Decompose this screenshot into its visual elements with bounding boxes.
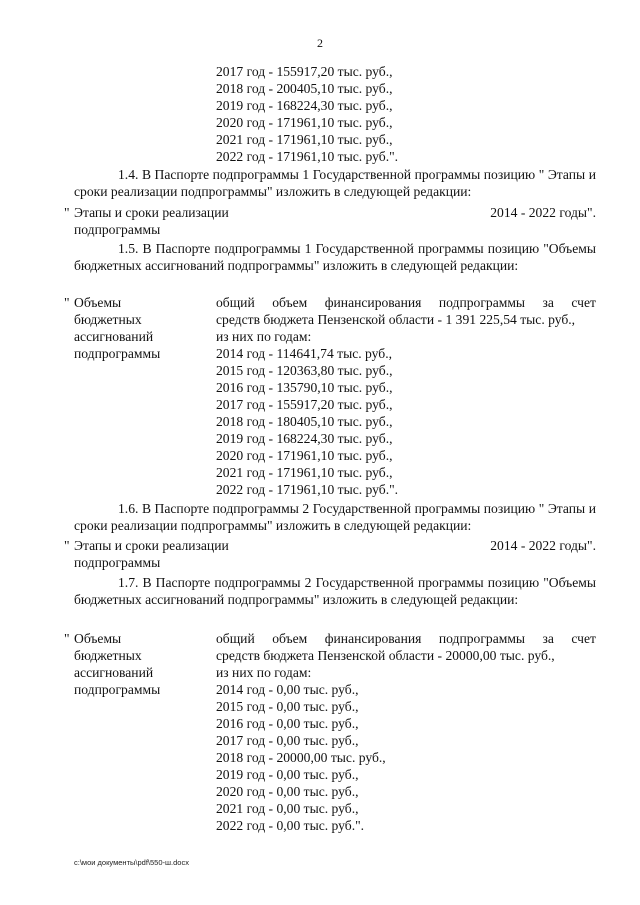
value-line: 2021 год - 171961,10 тыс. руб., [216, 465, 393, 480]
year-line: 2018 год - 200405,10 тыс. руб., [216, 80, 393, 96]
page-number: 2 [317, 36, 323, 50]
value-line: 2018 год - 180405,10 тыс. руб., [216, 414, 393, 429]
label-line: бюджетных [74, 648, 142, 663]
value-line: 2020 год - 171961,10 тыс. руб., [216, 448, 393, 463]
value-line: 2020 год - 0,00 тыс. руб., [216, 784, 359, 799]
value-line: 2017 год - 0,00 тыс. руб., [216, 733, 359, 748]
year-line: 2019 год - 168224,30 тыс. руб., [216, 97, 393, 113]
label-line: ассигнований [74, 329, 154, 344]
footer-file-path: c:\мои документы\pdf\550-ш.docx [74, 858, 189, 867]
value-line: 2022 год - 0,00 тыс. руб.". [216, 818, 365, 833]
value-line: общий объем финансирования подпрограммы за счет [216, 631, 596, 646]
open-quote: " [64, 295, 70, 310]
value-line: 2018 год - 20000,00 тыс. руб., [216, 750, 386, 765]
value-line: 2019 год - 168224,30 тыс. руб., [216, 431, 393, 446]
paragraph-text: 1.7. В Паспорте подпрограммы 2 Государственной программы позицию "Объемы бюджетных ассигнований подпрограммы" изложить в следующей редакции: [74, 575, 596, 608]
label-line: подпрограммы [74, 346, 161, 361]
value-line: 2022 год - 171961,10 тыс. руб.". [216, 482, 399, 497]
row-label: Этапы и сроки реализации подпрограммы [74, 205, 229, 237]
paragraph-text: 1.6. В Паспорте подпрограммы 2 Государственной программы позицию " Этапы и сроки реализации подпрограммы" изложить в следующей редакции: [74, 501, 596, 534]
value-line: 2017 год - 155917,20 тыс. руб., [216, 397, 393, 412]
top-year-list [216, 64, 398, 165]
year-line: 2017 год - 155917,20 тыс. руб., [216, 64, 393, 79]
open-quote: " [64, 631, 70, 646]
label-line: Объемы [74, 295, 122, 310]
open-quote: " [64, 538, 70, 553]
value-line: 2021 год - 0,00 тыс. руб., [216, 801, 359, 816]
row-label: Этапы и сроки реализации подпрограммы [74, 538, 229, 570]
value-line: 2019 год - 0,00 тыс. руб., [216, 767, 359, 782]
row-value: 2014 - 2022 годы". [490, 538, 596, 553]
row-value: 2014 - 2022 годы". [490, 205, 596, 220]
value-line: средств бюджета Пензенской области - 1 391 225,54 тыс. руб., [216, 312, 576, 327]
label-line: подпрограммы [74, 682, 161, 697]
value-line: из них по годам: [216, 329, 312, 344]
paragraph-1-6 [74, 500, 596, 535]
value-line: 2015 год - 120363,80 тыс. руб., [216, 363, 393, 378]
paragraph-text: 1.4. В Паспорте подпрограммы 1 Государственной программы позицию " Этапы и сроки реализации подпрограммы" изложить в следующей редакции: [74, 167, 596, 200]
paragraph-1-5 [74, 240, 596, 275]
value-line: 2014 год - 114641,74 тыс. руб., [216, 346, 392, 361]
paragraph-1-7 [74, 574, 596, 609]
year-line: 2020 год - 171961,10 тыс. руб., [216, 114, 393, 130]
open-quote: " [64, 205, 70, 220]
row-value [216, 294, 596, 498]
paragraph-text: 1.5. В Паспорте подпрограммы 1 Государственной программы позицию "Объемы бюджетных ассигнований подпрограммы" изложить в следующей редакции: [74, 241, 596, 274]
label-line: Объемы [74, 631, 122, 646]
value-line: средств бюджета Пензенской области - 20000,00 тыс. руб., [216, 648, 555, 663]
value-line: из них по годам: [216, 665, 312, 680]
year-line: 2021 год - 171961,10 тыс. руб., [216, 131, 393, 147]
value-line: общий объем финансирования подпрограммы за счет [216, 295, 596, 310]
label-line: ассигнований [74, 665, 154, 680]
value-line: 2016 год - 0,00 тыс. руб., [216, 716, 359, 731]
row-value [216, 630, 596, 834]
value-line: 2015 год - 0,00 тыс. руб., [216, 699, 359, 714]
paragraph-1-4 [74, 166, 596, 201]
label-line: бюджетных [74, 312, 142, 327]
year-line: 2022 год - 171961,10 тыс. руб.". [216, 148, 399, 164]
value-line: 2014 год - 0,00 тыс. руб., [216, 682, 359, 697]
value-line: 2016 год - 135790,10 тыс. руб., [216, 380, 393, 395]
